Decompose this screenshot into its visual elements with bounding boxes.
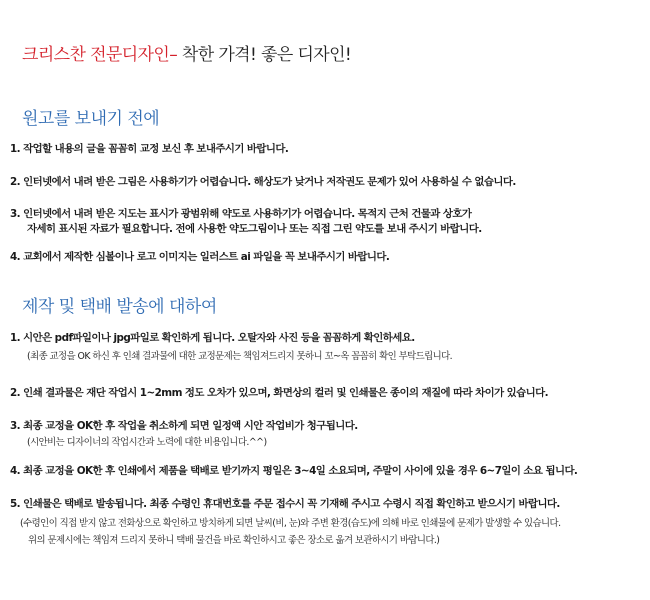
item-number: 5.	[10, 498, 21, 510]
banner-slogan: 착한 가격! 좋은 디자인!	[177, 45, 352, 65]
list-item	[10, 464, 642, 479]
item-text: 인쇄 결과물은 재단 작업시 1~2mm 정도 오차가 있으며, 화면상의 컬러 및 인쇄물은 종이의 재질에 따라 차이가 있습니다.	[23, 387, 549, 399]
item-number: 3.	[10, 420, 21, 432]
section-title-before-sending: 원고를 보내기 전에	[22, 109, 160, 129]
list-item	[10, 419, 642, 434]
item-text-continued: 자세히 표시된 자료가 필요합니다. 전에 사용한 약도그림이나 또는 직접 그린 약도를 보내 주시기 바랍니다.	[27, 223, 482, 235]
item-text: 인쇄물은 택배로 발송됩니다. 최종 수령인 휴대번호를 주문 접수시 꼭 기재해 주시고 수령시 직접 확인하고 받으시기 바랍니다.	[23, 498, 560, 510]
item-number: 3.	[10, 208, 21, 220]
item-number: 2.	[10, 176, 21, 188]
list-item	[10, 207, 642, 237]
banner-headline	[22, 40, 351, 65]
item-text: 작업할 내용의 글을 꼼꼼히 교정 보신 후 보내주시기 바랍니다.	[23, 143, 289, 155]
item-text: 최종 교정을 OK한 후 인쇄에서 제품을 택배로 받기까지 평일은 3~4일 소요되며, 주말이 사이에 있을 경우 6~7일이 소요 됩니다.	[23, 465, 578, 477]
item-text: 시안은 pdf파일이나 jpg파일로 확인하게 됩니다. 오탈자와 사진 등을 꼼꼼하게 확인하세요.	[23, 332, 415, 344]
banner-brand: 크리스찬 전문디자인	[22, 45, 170, 65]
item-text: 최종 교정을 OK한 후 작업을 취소하게 되면 일정액 시안 작업비가 청구됩니다.	[23, 420, 358, 432]
list-item	[10, 331, 642, 346]
item-number: 4.	[10, 465, 21, 477]
item-number: 2.	[10, 387, 21, 399]
item-number: 4.	[10, 251, 21, 263]
list-item	[10, 250, 642, 265]
list-item	[10, 386, 642, 401]
list-item	[10, 175, 642, 190]
list-item	[10, 142, 642, 157]
item-text: 교회에서 제작한 심볼이나 로고 이미지는 일러스트 ai 파일을 꼭 보내주시기 바랍니다.	[23, 251, 390, 263]
item-number: 1.	[10, 332, 21, 344]
list-item	[10, 497, 642, 512]
item-note: (시안비는 디자이너의 작업시간과 노력에 대한 비용입니다.^^)	[27, 437, 267, 448]
section-title-production-delivery: 제작 및 택배 발송에 대하여	[22, 297, 217, 317]
item-number: 1.	[10, 143, 21, 155]
item-text: 인터넷에서 내려 받은 그림은 사용하기가 어렵습니다. 해상도가 낮거나 저작권도 문제가 있어 사용하실 수 없습니다.	[23, 176, 516, 188]
banner-dash: –	[169, 45, 178, 65]
item-note: (최종 교정을 OK 하신 후 인쇄 결과물에 대한 교정문제는 책임져드리지 못하니 꼬~옥 꼼꼼히 확인 부탁드립니다.	[27, 351, 453, 362]
item-text: 인터넷에서 내려 받은 지도는 표시가 광범위해 약도로 사용하기가 어렵습니다. 목적지 근처 건물과 상호가	[23, 208, 472, 220]
item-note: (수령인이 직접 받지 않고 전화상으로 확인하고 방치하게 되면 날씨(비, 눈)와 주변 환경(습도)에 의해 바로 인쇄물에 문제가 발생할 수 있습니다.	[20, 518, 561, 529]
item-note-continued: 위의 문제시에는 책임져 드리지 못하니 택배 물건을 바로 확인하시고 좋은 장소로 옮겨 보관하시기 바랍니다.)	[28, 535, 440, 546]
